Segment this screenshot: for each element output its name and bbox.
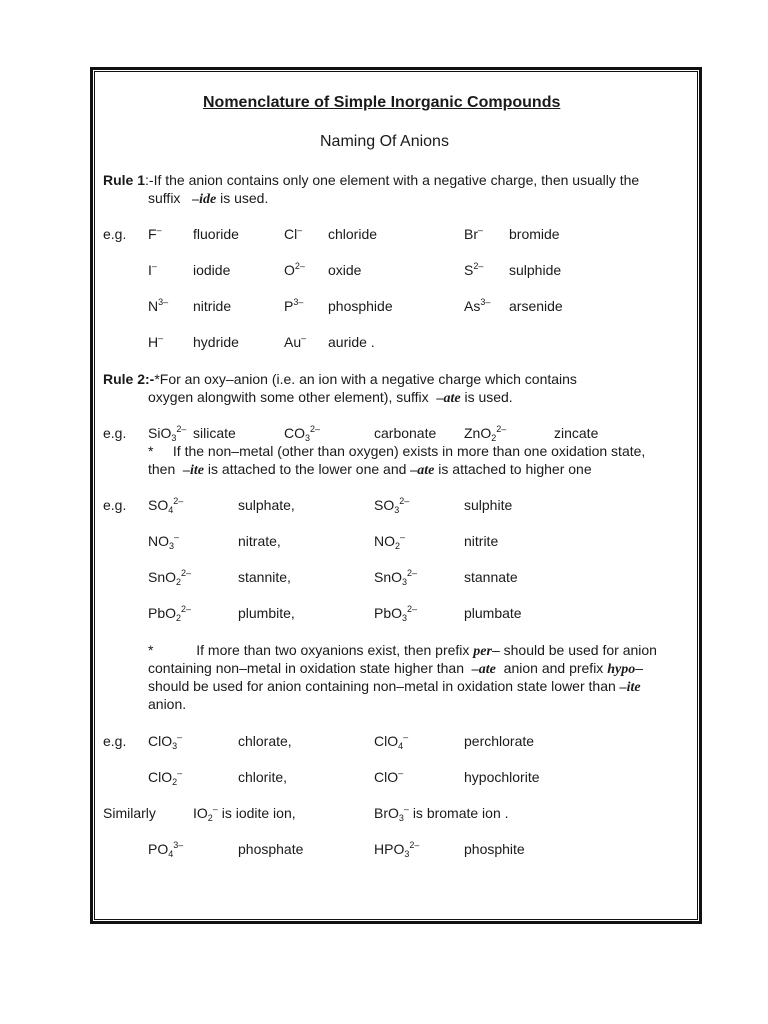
ion-name: hydride: [193, 334, 239, 350]
formula-sub: 3: [305, 433, 311, 443]
formula-base: NO: [374, 533, 395, 549]
element-symbol: As: [464, 298, 481, 314]
formula-charge: 2–: [173, 496, 184, 506]
formula-base: SiO: [148, 425, 172, 441]
formula-base: CO: [284, 425, 305, 441]
ion-charge: 2–: [294, 261, 305, 271]
ion-formula: [374, 569, 417, 585]
ate-suffix: –ate: [436, 391, 461, 406]
per-prefix: per: [473, 644, 492, 659]
formula-base: ZnO: [464, 425, 492, 441]
ion-symbol: [464, 262, 483, 278]
note1-text-d: is attached to higher one: [438, 461, 592, 477]
formula-sub: 4: [398, 741, 404, 751]
phosphate-formula: [148, 841, 183, 857]
ion-symbol: [464, 226, 483, 242]
formula-sub: 3: [398, 813, 404, 823]
similarly-label: Similarly: [103, 805, 156, 821]
formula-base: ClO: [148, 733, 173, 749]
ion-name: iodide: [193, 262, 231, 278]
ion-symbol: [148, 334, 163, 350]
ion-charge: 2–: [473, 261, 484, 271]
formula-charge: 2–: [407, 604, 418, 614]
formula-sub: 3: [169, 541, 175, 551]
formula-sub: 2: [176, 577, 182, 587]
eg-label: e.g.: [103, 425, 127, 441]
element-symbol: Cl: [284, 226, 298, 242]
ion-charge: 3–: [480, 297, 491, 307]
note2-text-c: containing non–metal in oxidation state higher than: [148, 660, 464, 676]
ion-formula: [148, 733, 182, 749]
ion-symbol: [284, 262, 305, 278]
ion-name: stannite,: [238, 569, 291, 585]
ion-symbol: [148, 226, 162, 242]
formula-base: PbO: [374, 605, 403, 621]
note1-text-c: is attached to the lower one and: [207, 461, 407, 477]
element-symbol: N: [148, 298, 159, 314]
ion-formula: [464, 425, 506, 441]
formula-base: PO: [148, 841, 169, 857]
formula-charge: –: [400, 532, 406, 542]
rule2-label: Rule 2:-: [103, 371, 155, 387]
ion-name: stannate: [464, 569, 518, 585]
formula-sub: 2: [207, 813, 213, 823]
note2-text-d: anion and prefix: [503, 660, 604, 676]
ion-charge: –: [158, 333, 164, 343]
note2-text-b: – should be used for anion: [491, 642, 657, 658]
ion-name: nitrite: [464, 533, 499, 549]
element-symbol: I: [148, 262, 152, 278]
rule1-text-c: is used.: [220, 190, 269, 206]
note2-text-a: If more than two oxyanions exist, then prefix: [196, 642, 470, 658]
ion-name: sulphite: [464, 497, 513, 513]
note1-line2: [148, 461, 592, 479]
ion-formula: [148, 769, 182, 785]
rule1-text-b: suffix: [148, 190, 181, 206]
ion-charge: –: [151, 261, 157, 271]
formula-sub: 3: [394, 505, 400, 515]
formula-charge: –: [174, 532, 180, 542]
eg-label: e.g.: [103, 733, 127, 749]
formula-sub: 4: [168, 505, 174, 515]
eg-label: e.g.: [103, 497, 127, 513]
iodite-text: is iodite ion,: [221, 805, 296, 821]
element-symbol: O: [284, 262, 295, 278]
eg-label: e.g.: [103, 226, 127, 242]
ion-name: chloride: [328, 226, 378, 242]
formula-charge: 2–: [310, 424, 321, 434]
ion-name: fluoride: [193, 226, 239, 242]
formula-base: SnO: [148, 569, 177, 585]
formula-charge: –: [403, 732, 409, 742]
formula-sub: 3: [402, 613, 408, 623]
ite-suffix: –ite: [619, 680, 641, 695]
note2-line2: [148, 660, 643, 678]
formula-charge: 2–: [399, 496, 410, 506]
rule1-label: Rule 1: [103, 172, 146, 188]
element-symbol: H: [148, 334, 159, 350]
formula-base: HPO: [374, 841, 405, 857]
formula-charge: 2–: [407, 568, 418, 578]
ion-name: nitride: [193, 298, 232, 314]
formula-base: SO: [148, 497, 169, 513]
ion-name: plumbite,: [238, 605, 295, 621]
ion-name: chlorate,: [238, 733, 292, 749]
formula-base: ClO: [148, 769, 173, 785]
formula-charge: 2–: [409, 840, 420, 850]
formula-charge: –: [177, 768, 183, 778]
ion-charge: –: [156, 225, 162, 235]
formula-sub: 4: [168, 849, 174, 859]
formula-sub: 3: [172, 741, 178, 751]
formula-charge: 3–: [173, 840, 184, 850]
ate-suffix: –ate: [410, 463, 435, 478]
ate-suffix: –ate: [471, 662, 496, 677]
ion-name: carbonate: [374, 425, 437, 441]
formula-sub: 2: [395, 541, 401, 551]
ion-name: hypochlorite: [464, 769, 540, 785]
ion-charge: –: [478, 225, 484, 235]
ion-formula: [148, 425, 186, 441]
formula-charge: 2–: [181, 604, 192, 614]
formula-charge: –: [403, 804, 409, 814]
ion-formula: [374, 733, 408, 749]
note2-star: *: [148, 642, 154, 658]
iodite-formula: [193, 805, 296, 821]
note2-line3: [148, 678, 641, 696]
formula-base: PbO: [148, 605, 177, 621]
ion-charge: 3–: [158, 297, 169, 307]
hypo-prefix: hypo: [607, 662, 636, 677]
formula-charge: –: [398, 768, 404, 778]
ion-charge: –: [301, 333, 307, 343]
formula-sub: 2: [491, 433, 497, 443]
ion-name: zincate: [554, 425, 599, 441]
formula-charge: 2–: [181, 568, 192, 578]
element-symbol: F: [148, 226, 157, 242]
ion-formula: [148, 605, 191, 621]
formula-base: ClO: [374, 769, 399, 785]
element-symbol: S: [464, 262, 474, 278]
ion-name: chlorite,: [238, 769, 288, 785]
element-symbol: Au: [284, 334, 302, 350]
formula-sub: 3: [404, 849, 410, 859]
rule1-text: :-If the anion contains only one element with a negative charge, then usually the: [145, 172, 640, 188]
formula-base: NO: [148, 533, 169, 549]
formula-base: SO: [374, 497, 395, 513]
section-title: Naming Of Anions: [320, 133, 449, 150]
ion-name: sulphate,: [238, 497, 295, 513]
ide-suffix: –ide: [192, 192, 217, 207]
ion-name: plumbate: [464, 605, 522, 621]
ion-formula: [374, 497, 409, 513]
ion-name: silicate: [193, 425, 236, 441]
note2-dash: –: [635, 660, 643, 676]
ion-symbol: [284, 226, 302, 242]
formula-charge: 2–: [176, 424, 187, 434]
note2-text-e: should be used for anion containing non–metal in oxidation state lower than: [148, 678, 616, 694]
ion-formula: [148, 533, 179, 549]
rule1-line2: [148, 190, 268, 208]
note2-line4: anion.: [148, 696, 187, 712]
ion-name: perchlorate: [464, 733, 535, 749]
note1-star: *: [148, 443, 154, 459]
note2-line1: [148, 642, 657, 660]
ion-formula: [148, 569, 191, 585]
page-title: Nomenclature of Simple Inorganic Compounds: [203, 94, 561, 111]
ion-name: nitrate,: [238, 533, 281, 549]
formula-sub: 2: [172, 777, 178, 787]
formula-base: IO: [193, 805, 208, 821]
ion-name: sulphide: [509, 262, 562, 278]
bromate-text: is bromate ion .: [412, 805, 509, 821]
element-symbol: P: [284, 298, 294, 314]
ion-name: oxide: [328, 262, 362, 278]
ion-name: auride .: [328, 334, 375, 350]
phosphite-formula: [374, 841, 419, 857]
formula-base: SnO: [374, 569, 403, 585]
phosphite-name: phosphite: [464, 841, 525, 857]
ite-suffix: –ite: [183, 463, 205, 478]
ion-symbol: [284, 334, 306, 350]
formula-base: ClO: [374, 733, 399, 749]
formula-charge: –: [212, 804, 218, 814]
ion-charge: –: [297, 225, 303, 235]
formula-base: BrO: [374, 805, 399, 821]
note1-line1: [148, 443, 645, 459]
rule1-line1: [103, 172, 639, 188]
ion-name: phosphide: [328, 298, 393, 314]
formula-sub: 2: [176, 613, 182, 623]
ion-symbol: [148, 262, 157, 278]
ion-name: bromide: [509, 226, 560, 242]
formula-charge: –: [177, 732, 183, 742]
note1-text-b: then: [148, 461, 176, 477]
formula-sub: 3: [402, 577, 408, 587]
ion-formula: [284, 425, 320, 441]
ion-symbol: [464, 298, 490, 314]
ion-symbol: [284, 298, 303, 314]
note1-text-a: If the non–metal (other than oxygen) exists in more than one oxidation state,: [172, 443, 646, 459]
formula-charge: 2–: [496, 424, 507, 434]
ion-formula: [374, 533, 405, 549]
formula-sub: 3: [171, 433, 177, 443]
bromate-formula: [374, 805, 509, 821]
ion-formula: [374, 769, 403, 785]
ion-name: arsenide: [509, 298, 563, 314]
ion-formula: [148, 497, 183, 513]
ion-symbol: [148, 298, 168, 314]
rule2-line1: [103, 371, 577, 387]
phosphate-name: phosphate: [238, 841, 304, 857]
rule2-line2: [148, 389, 513, 407]
rule2-text-b: oxygen alongwith some other element), suffix: [148, 389, 429, 405]
ion-charge: 3–: [293, 297, 304, 307]
rule2-text-c: is used.: [464, 389, 513, 405]
element-symbol: Br: [464, 226, 478, 242]
rule2-text: *For an oxy–anion (i.e. an ion with a negative charge which contains: [154, 371, 577, 387]
ion-formula: [374, 605, 417, 621]
